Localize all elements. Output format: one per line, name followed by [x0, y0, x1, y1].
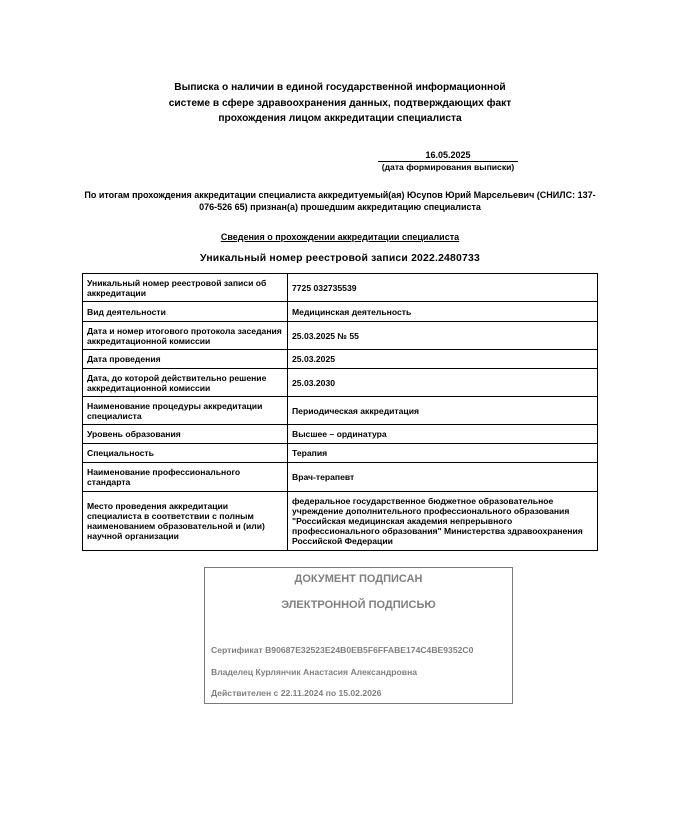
accreditation-table — [82, 273, 598, 551]
title-line: системе в сфере здравоохранения данных, подтверждающих факт — [168, 97, 512, 109]
table-row — [83, 369, 598, 397]
signature-certificate: Сертификат B90687E32523E24B0EB5F6FFABE174C4BE9352C0 — [211, 645, 474, 655]
row-value: 25.03.2025 — [288, 350, 598, 369]
row-value: 7725 032735539 — [288, 274, 598, 302]
row-value: федеральное государственное бюджетное образовательное учреждение дополнительного профессионального образования "Российская медицинская академия непрерывного профессионального образования" Министерства здравоохранения Российской Федерации — [288, 492, 598, 551]
row-label: Дата и номер итогового протокола заседания аккредитационной комиссии — [83, 322, 288, 350]
row-label: Уровень образования — [83, 425, 288, 444]
row-label: Наименование процедуры аккредитации специалиста — [83, 397, 288, 425]
electronic-signature-stamp — [204, 567, 513, 704]
signature-title: ДОКУМЕНТ ПОДПИСАН — [294, 573, 423, 585]
row-label: Наименование профессионального стандарта — [83, 463, 288, 492]
row-value: 25.03.2025 № 55 — [288, 322, 598, 350]
registry-number-heading: Уникальный номер реестровой записи 2022.2480733 — [200, 253, 480, 264]
table-row — [83, 322, 598, 350]
table-row — [83, 492, 598, 551]
issue-date-caption: (дата формирования выписки) — [381, 162, 515, 172]
table-row — [83, 463, 598, 492]
row-label: Специальность — [83, 444, 288, 463]
date-block — [378, 149, 518, 173]
table-row — [83, 350, 598, 369]
section-title: Сведения о прохождении аккредитации специалиста — [220, 232, 460, 242]
table-row — [83, 425, 598, 444]
row-label: Дата проведения — [83, 350, 288, 369]
signature-subtitle: ЭЛЕКТРОННОЙ ПОДПИСЬЮ — [281, 599, 436, 611]
row-label: Вид деятельности — [83, 302, 288, 322]
title-line: прохождения лицом аккредитации специалиста — [218, 113, 462, 124]
table-row — [83, 274, 598, 302]
table-row — [83, 444, 598, 463]
row-value: Врач-терапевт — [288, 463, 598, 492]
row-value: Периодическая аккредитация — [288, 397, 598, 425]
document-title — [140, 80, 540, 127]
accreditation-result: По итогам прохождения аккредитации специалиста аккредитуемый(ая) Юсупов Юрий Марсельевич (СНИЛС: 137-076-526 65) признан(а) прошедшим аккредитацию специалиста — [84, 190, 596, 212]
row-label: Место проведения аккредитации специалиста в соответствии с полным наименованием образовательной и (или) научной организации — [83, 492, 288, 551]
table-row — [83, 397, 598, 425]
title-line: Выписка о наличии в единой государственной информационной — [174, 82, 506, 93]
row-value: Высшее – ординатура — [288, 425, 598, 444]
row-value: Терапия — [288, 444, 598, 463]
issue-date: 16.05.2025 — [378, 149, 518, 162]
row-value: 25.03.2030 — [288, 369, 598, 397]
row-label: Дата, до которой действительно решение аккредитационной комиссии — [83, 369, 288, 397]
signature-owner: Владелец Курлянчик Анастасия Александровна — [211, 667, 418, 677]
row-label: Уникальный номер реестровой записи об аккредитации — [83, 274, 288, 302]
table-row — [83, 302, 598, 322]
signature-validity: Действителен с 22.11.2024 по 15.02.2026 — [211, 688, 382, 698]
row-value: Медицинская деятельность — [288, 302, 598, 322]
